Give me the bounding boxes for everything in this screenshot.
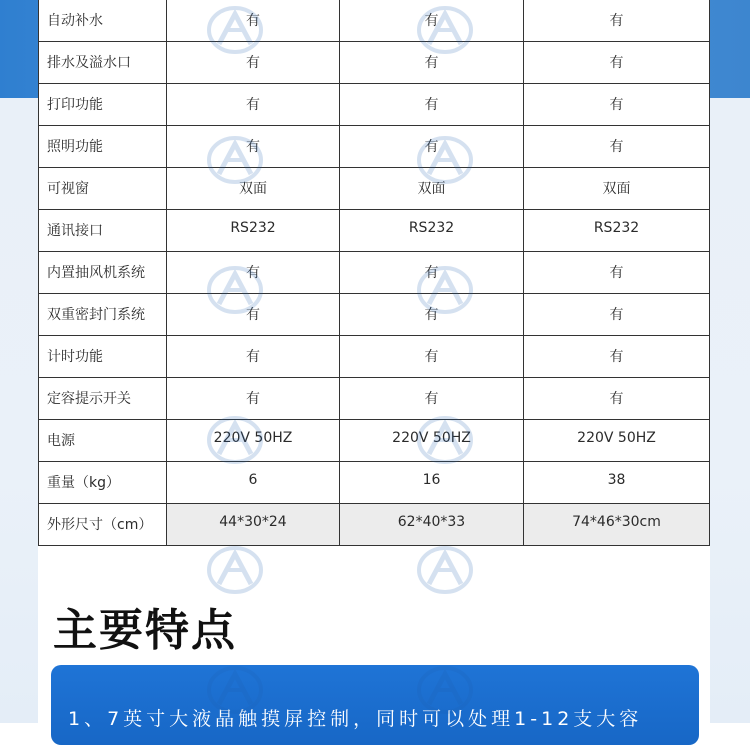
table-row	[39, 42, 710, 84]
section-title: 主要特点	[53, 605, 237, 656]
table-row	[39, 294, 710, 336]
table-row	[39, 252, 710, 294]
row-label: 双重密封门系统	[39, 294, 167, 336]
table-cell: 有	[167, 0, 340, 42]
table-cell: RS232	[167, 210, 340, 252]
row-label: 排水及溢水口	[39, 42, 167, 84]
table-cell: RS232	[340, 210, 524, 252]
table-cell: 有	[167, 126, 340, 168]
table-cell: 有	[524, 336, 710, 378]
feature-item-1: 1、7英寸大液晶触摸屏控制，同时可以处理1-12支大容	[68, 708, 643, 730]
table-cell: 220V 50HZ	[340, 420, 524, 462]
table-row	[39, 126, 710, 168]
table-cell: 有	[524, 84, 710, 126]
table-cell: 有	[524, 0, 710, 42]
table-cell: 有	[524, 378, 710, 420]
table-row	[39, 420, 710, 462]
table-cell: 74*46*30cm	[524, 504, 710, 546]
table-cell: 有	[167, 252, 340, 294]
table-cell: 有	[167, 42, 340, 84]
table-cell: 220V 50HZ	[167, 420, 340, 462]
row-label: 通讯接口	[39, 210, 167, 252]
table-row	[39, 462, 710, 504]
table-row	[39, 210, 710, 252]
table-cell: 有	[340, 42, 524, 84]
row-label: 可视窗	[39, 168, 167, 210]
row-label: 内置抽风机系统	[39, 252, 167, 294]
row-label: 计时功能	[39, 336, 167, 378]
table-cell: 有	[524, 42, 710, 84]
row-label: 电源	[39, 420, 167, 462]
table-row	[39, 168, 710, 210]
table-cell: 有	[340, 84, 524, 126]
table-cell: 有	[340, 378, 524, 420]
table-cell: 6	[167, 462, 340, 504]
table-cell: 62*40*33	[340, 504, 524, 546]
table-cell: 有	[524, 252, 710, 294]
row-label: 自动补水	[39, 0, 167, 42]
table-cell: 有	[167, 84, 340, 126]
table-cell: 双面	[167, 168, 340, 210]
table-cell: 有	[340, 126, 524, 168]
table-cell: RS232	[524, 210, 710, 252]
table-row	[39, 504, 710, 546]
table-cell: 220V 50HZ	[524, 420, 710, 462]
table-cell: 双面	[340, 168, 524, 210]
table-cell: 44*30*24	[167, 504, 340, 546]
row-label: 打印功能	[39, 84, 167, 126]
table-cell: 双面	[524, 168, 710, 210]
table-cell: 16	[340, 462, 524, 504]
table-cell: 有	[524, 294, 710, 336]
table-cell: 有	[524, 126, 710, 168]
table-cell: 有	[167, 336, 340, 378]
table-cell: 有	[167, 294, 340, 336]
table-row	[39, 0, 710, 42]
row-label: 照明功能	[39, 126, 167, 168]
row-label: 定容提示开关	[39, 378, 167, 420]
table-cell: 38	[524, 462, 710, 504]
table-row	[39, 336, 710, 378]
table-cell: 有	[340, 0, 524, 42]
row-label: 重量（kg）	[39, 462, 167, 504]
table-row	[39, 84, 710, 126]
table-cell: 有	[340, 336, 524, 378]
table-row	[39, 378, 710, 420]
table-cell: 有	[340, 252, 524, 294]
row-label: 外形尺寸（cm）	[39, 504, 167, 546]
table-cell: 有	[340, 294, 524, 336]
table-cell: 有	[167, 378, 340, 420]
spec-table	[38, 0, 710, 546]
